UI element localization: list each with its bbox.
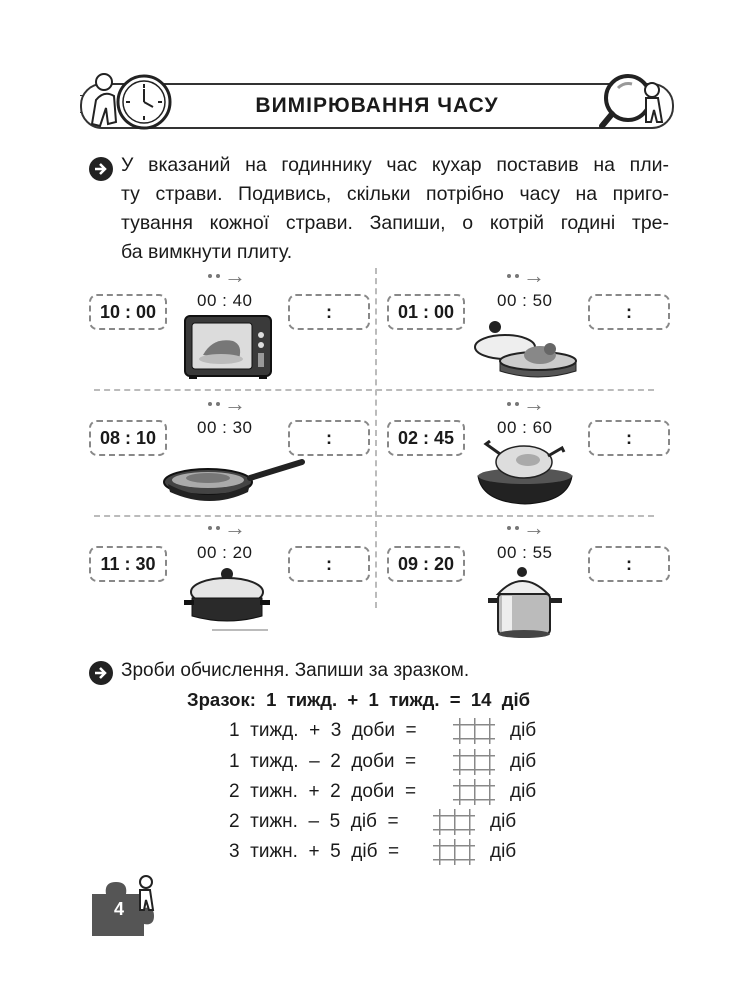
cooking-duration: 00 : 50 xyxy=(497,291,553,310)
dotted-arrow-icon: → xyxy=(208,268,246,284)
task1-line: ба вимкнути плиту. xyxy=(121,241,293,263)
start-time-box: 09 : 20 xyxy=(387,546,465,582)
magnifier-figure-icon xyxy=(596,70,676,135)
roast-chicken-icon xyxy=(474,440,576,508)
start-time-box: 11 : 30 xyxy=(89,546,167,582)
exercise-expression: 1 тижд. – 2 доби = xyxy=(229,751,417,772)
cooking-duration: 00 : 60 xyxy=(497,418,553,437)
exercise-expression: 2 тижн. – 5 діб = xyxy=(229,811,399,832)
answer-grid[interactable] xyxy=(453,779,495,805)
exercise-unit: діб xyxy=(490,811,517,832)
cooking-duration: 00 : 40 xyxy=(197,291,253,310)
grid-divider-horizontal xyxy=(94,389,654,391)
answer-box[interactable]: : xyxy=(288,546,370,582)
puzzle-piece-icon xyxy=(88,872,164,940)
task2-instruction: Зроби обчислення. Запиши за зразком. xyxy=(121,660,470,681)
open-pot-icon xyxy=(470,315,590,383)
exercise-unit: діб xyxy=(490,841,517,862)
cooking-duration: 00 : 55 xyxy=(497,543,553,562)
dotted-arrow-icon: → xyxy=(208,520,246,536)
task1-text xyxy=(121,151,669,267)
dotted-arrow-icon: → xyxy=(208,396,246,412)
dotted-arrow-icon: → xyxy=(507,396,545,412)
task-arrow-icon xyxy=(89,661,113,685)
start-time-box: 08 : 10 xyxy=(89,420,167,456)
exercise-expression: 1 тижд. + 3 доби = xyxy=(229,720,417,741)
grid-divider-horizontal xyxy=(94,515,654,517)
page-title: ВИМІРЮВАННЯ ЧАСУ xyxy=(255,94,499,117)
task1-line: У вказаний на годиннику час кухар поставив на пли- xyxy=(121,154,669,176)
exercise-expression: 3 тижн. + 5 діб = xyxy=(229,841,400,862)
page-number: 4 xyxy=(114,899,125,919)
stock-pot-icon xyxy=(484,566,570,642)
answer-box[interactable]: : xyxy=(588,546,670,582)
cooking-duration: 00 : 20 xyxy=(197,543,253,562)
start-time-box: 01 : 00 xyxy=(387,294,465,330)
answer-box[interactable]: : xyxy=(588,420,670,456)
cooking-duration: 00 : 30 xyxy=(197,418,253,437)
sample-equation: Зразок: 1 тижд. + 1 тижд. = 14 діб xyxy=(187,689,531,710)
exercise-unit: діб xyxy=(510,720,537,741)
exercise-unit: діб xyxy=(510,751,537,772)
answer-grid[interactable] xyxy=(433,809,475,835)
exercise-expression: 2 тижн. + 2 доби = xyxy=(229,781,417,802)
task1-line: тування кожної страви. Запиши, о котрій годині тре- xyxy=(121,212,669,234)
answer-grid[interactable] xyxy=(453,718,495,744)
answer-grid[interactable] xyxy=(433,839,475,865)
answer-grid[interactable] xyxy=(453,749,495,775)
start-time-box: 02 : 45 xyxy=(387,420,465,456)
microwave-icon xyxy=(183,313,275,380)
answer-box[interactable]: : xyxy=(588,294,670,330)
answer-box[interactable]: : xyxy=(288,294,370,330)
dotted-arrow-icon: → xyxy=(507,520,545,536)
frying-pan-icon xyxy=(160,458,308,506)
dotted-arrow-icon: → xyxy=(507,268,545,284)
task-arrow-icon xyxy=(89,157,113,181)
start-time-box: 10 : 00 xyxy=(89,294,167,330)
exercise-unit: діб xyxy=(510,781,537,802)
task1-line: ту страви. Подивись, скільки потрібно часу на приго- xyxy=(121,183,669,205)
grid-divider-vertical xyxy=(375,268,377,608)
answer-box[interactable]: : xyxy=(288,420,370,456)
saucepan-icon xyxy=(182,566,272,638)
clock-figure-icon xyxy=(84,70,174,140)
